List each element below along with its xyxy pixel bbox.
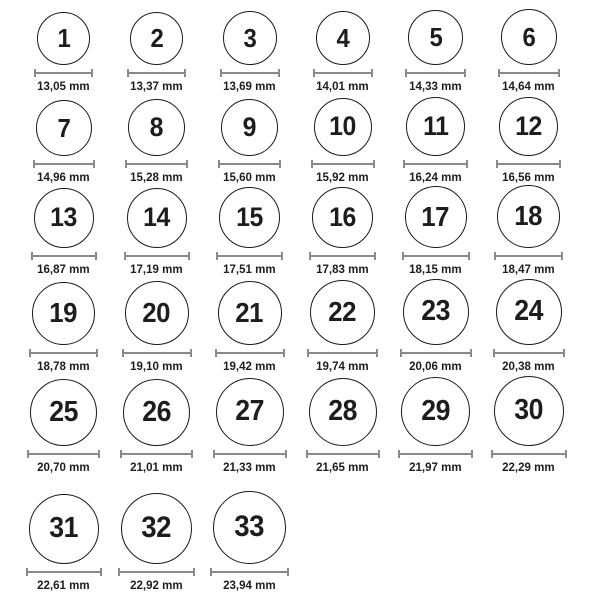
size-circle	[221, 99, 278, 156]
diameter-ruler	[120, 450, 193, 458]
size-grid	[17, 0, 575, 592]
diameter-label: 19,10 mm	[130, 358, 183, 373]
size-circle	[406, 97, 465, 156]
size-circle	[36, 100, 92, 156]
diameter-ruler	[31, 252, 97, 260]
diameter-label: 14,01 mm	[316, 78, 369, 93]
diameter-ruler	[403, 160, 468, 168]
size-number: 19	[49, 297, 78, 329]
diameter-label: 17,19 mm	[130, 261, 183, 276]
ring-size-cell	[17, 100, 110, 184]
ring-size-cell	[110, 281, 203, 373]
size-number: 4	[336, 22, 349, 53]
diameter-label: 19,74 mm	[316, 358, 369, 373]
diameter-ruler	[311, 160, 375, 168]
size-circle	[314, 98, 372, 156]
size-number: 14	[143, 202, 170, 233]
diameter-ruler	[210, 568, 289, 576]
diameter-label: 13,69 mm	[223, 78, 276, 93]
diameter-label: 18,78 mm	[37, 358, 90, 373]
size-circle	[496, 279, 562, 345]
size-number: 7	[57, 112, 70, 143]
ring-size-cell	[389, 97, 482, 184]
ring-size-cell	[296, 98, 389, 184]
diameter-ruler	[215, 349, 285, 357]
ring-size-cell	[482, 185, 575, 276]
diameter-label: 20,38 mm	[502, 358, 555, 373]
size-circle	[405, 186, 467, 248]
size-number: 13	[50, 202, 77, 233]
size-number: 10	[329, 111, 356, 142]
diameter-ruler	[127, 69, 186, 77]
ring-size-cell	[110, 379, 203, 474]
ring-size-cell	[17, 379, 110, 474]
size-circle	[223, 11, 277, 65]
diameter-ruler	[313, 69, 373, 77]
size-number: 11	[422, 110, 449, 141]
diameter-ruler	[307, 349, 378, 357]
size-circle	[216, 378, 284, 446]
diameter-label: 21,33 mm	[223, 459, 276, 474]
size-number: 29	[421, 394, 450, 427]
diameter-label: 17,51 mm	[223, 261, 276, 276]
size-number: 3	[243, 22, 256, 53]
diameter-label: 18,15 mm	[409, 261, 462, 276]
ring-size-cell	[296, 11, 389, 93]
size-circle	[213, 491, 286, 564]
ring-size-cell	[203, 378, 296, 474]
ring-size-cell	[482, 279, 575, 373]
size-circle	[501, 9, 557, 65]
size-circle	[32, 282, 95, 345]
diameter-ruler	[33, 160, 95, 168]
size-circle	[127, 188, 187, 248]
diameter-label: 22,61 mm	[37, 577, 90, 592]
diameter-label: 15,92 mm	[316, 169, 369, 184]
diameter-label: 14,64 mm	[502, 78, 555, 93]
diameter-label: 13,05 mm	[37, 78, 90, 93]
size-circle	[219, 187, 280, 248]
ring-size-cell	[389, 186, 482, 276]
ring-size-cell	[203, 281, 296, 373]
diameter-ruler	[398, 450, 473, 458]
diameter-label: 15,60 mm	[223, 169, 276, 184]
ring-size-cell	[110, 493, 203, 592]
diameter-ruler	[29, 349, 98, 357]
ring-size-cell	[389, 279, 482, 373]
size-number: 18	[514, 200, 543, 232]
size-circle	[37, 12, 90, 65]
size-circle	[312, 187, 373, 248]
diameter-ruler	[34, 69, 93, 77]
diameter-ruler	[27, 450, 100, 458]
diameter-label: 17,83 mm	[316, 261, 369, 276]
size-number: 22	[328, 296, 357, 328]
size-number: 23	[421, 295, 450, 328]
size-number: 8	[149, 111, 164, 142]
diameter-label: 18,47 mm	[502, 261, 555, 276]
ring-size-cell	[296, 378, 389, 474]
diameter-ruler	[26, 568, 102, 576]
diameter-ruler	[124, 252, 190, 260]
size-number: 21	[235, 296, 264, 328]
diameter-label: 21,65 mm	[316, 459, 369, 474]
ring-size-cell	[17, 188, 110, 276]
diameter-label: 23,94 mm	[223, 577, 276, 592]
diameter-label: 16,24 mm	[409, 169, 462, 184]
ring-size-cell	[482, 97, 575, 184]
diameter-label: 22,29 mm	[502, 459, 555, 474]
size-circle	[309, 378, 377, 446]
diameter-ruler	[491, 450, 567, 458]
diameter-label: 20,70 mm	[37, 459, 90, 474]
size-number: 5	[429, 22, 442, 53]
ring-size-cell	[110, 188, 203, 276]
diameter-ruler	[118, 568, 195, 576]
size-number: 28	[328, 395, 357, 428]
diameter-ruler	[496, 160, 561, 168]
ring-size-cell	[17, 12, 110, 93]
size-circle	[494, 376, 564, 446]
size-number: 2	[150, 23, 163, 54]
diameter-label: 16,56 mm	[502, 169, 555, 184]
size-circle	[408, 10, 463, 65]
size-number: 32	[141, 511, 172, 545]
ring-size-cell	[17, 494, 110, 592]
diameter-ruler	[400, 349, 472, 357]
ring-size-cell	[389, 10, 482, 93]
diameter-label: 14,33 mm	[409, 78, 462, 93]
diameter-ruler	[402, 252, 470, 260]
ring-size-cell	[296, 280, 389, 373]
size-circle	[121, 493, 192, 564]
diameter-ruler	[218, 160, 281, 168]
size-number: 9	[242, 111, 257, 142]
size-circle	[401, 377, 470, 446]
size-number: 17	[421, 200, 450, 232]
ring-size-cell	[110, 12, 203, 93]
size-circle	[218, 281, 282, 345]
diameter-label: 16,87 mm	[37, 261, 90, 276]
size-circle	[403, 279, 469, 345]
ring-size-cell	[296, 187, 389, 276]
diameter-ruler	[306, 450, 380, 458]
size-circle	[499, 97, 558, 156]
diameter-ruler	[220, 69, 280, 77]
diameter-label: 13,37 mm	[130, 78, 183, 93]
diameter-label: 14,96 mm	[37, 169, 90, 184]
diameter-ruler	[216, 252, 283, 260]
size-number: 27	[235, 395, 264, 428]
size-circle	[310, 280, 375, 345]
size-number: 30	[514, 394, 543, 427]
diameter-ruler	[405, 69, 466, 77]
size-number: 1	[57, 23, 70, 54]
size-number: 25	[49, 395, 78, 428]
size-number: 6	[522, 21, 535, 52]
diameter-ruler	[125, 160, 188, 168]
ring-size-cell	[17, 282, 110, 373]
size-number: 31	[49, 512, 78, 545]
diameter-label: 21,01 mm	[130, 459, 183, 474]
diameter-ruler	[493, 349, 565, 357]
ring-size-cell	[482, 376, 575, 474]
size-circle	[123, 379, 190, 446]
diameter-ruler	[494, 252, 563, 260]
size-number: 16	[329, 201, 356, 232]
diameter-label: 20,06 mm	[409, 358, 462, 373]
size-number: 33	[234, 510, 265, 544]
size-circle	[125, 281, 189, 345]
diameter-ruler	[309, 252, 376, 260]
size-number: 15	[236, 201, 263, 232]
diameter-label: 22,92 mm	[130, 577, 183, 592]
ring-size-cell	[203, 187, 296, 276]
diameter-label: 15,28 mm	[130, 169, 183, 184]
ring-size-cell	[482, 9, 575, 93]
diameter-label: 19,42 mm	[223, 358, 276, 373]
ring-size-cell	[389, 377, 482, 474]
size-number: 24	[514, 295, 543, 328]
size-circle	[29, 494, 99, 564]
ring-size-cell	[203, 11, 296, 93]
size-circle	[316, 11, 370, 65]
size-number: 12	[515, 110, 542, 141]
ring-size-cell	[203, 99, 296, 184]
diameter-label: 21,97 mm	[409, 459, 462, 474]
diameter-ruler	[498, 69, 560, 77]
size-circle	[30, 379, 97, 446]
size-number: 26	[142, 395, 171, 428]
size-circle	[128, 99, 185, 156]
size-circle	[130, 12, 183, 65]
size-number: 20	[142, 296, 171, 328]
size-circle	[497, 185, 560, 248]
ring-size-cell	[110, 99, 203, 184]
diameter-ruler	[122, 349, 192, 357]
diameter-ruler	[213, 450, 287, 458]
ring-size-cell	[203, 491, 296, 592]
size-circle	[34, 188, 94, 248]
